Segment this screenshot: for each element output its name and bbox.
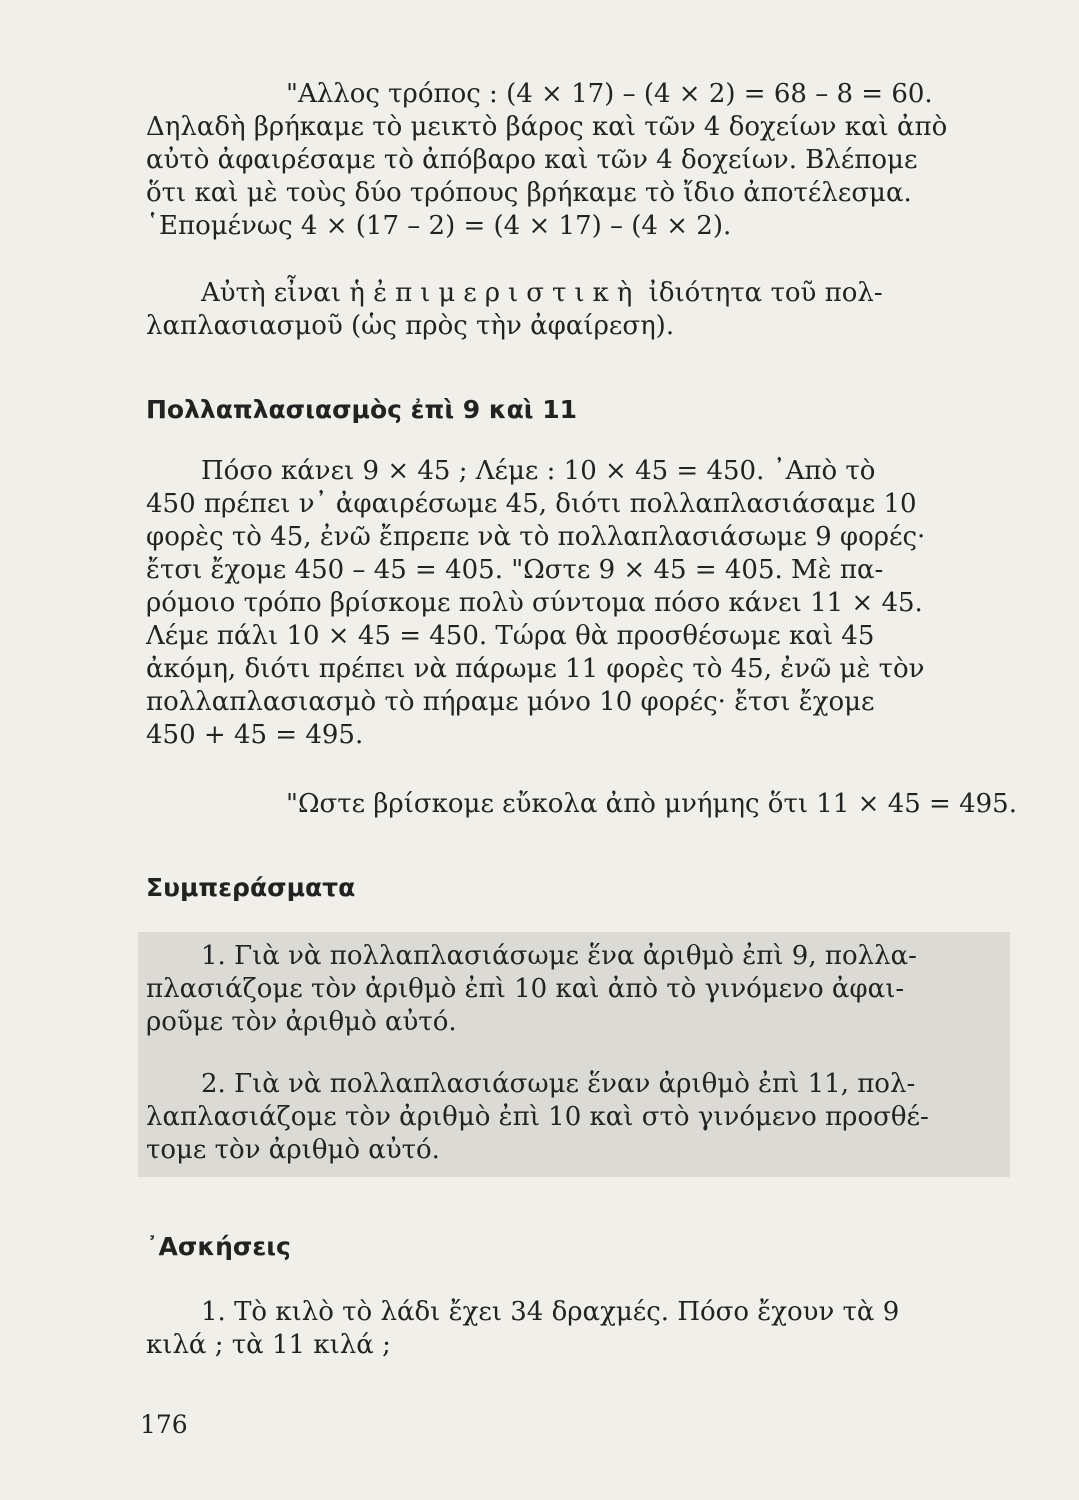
text-fragment: Αὐτὴ εἶναι ἡ	[201, 278, 374, 308]
text-line: λαπλασιάζομε τὸν ἀριθμὸ ἐπὶ 10 καὶ στὸ γινόμενο προσθέ-	[146, 1102, 929, 1132]
paragraph-distributive-property	[146, 277, 998, 343]
text-line: πλασιάζομε τὸν ἀριθμὸ ἐπὶ 10 καὶ ἀπὸ τὸ γινόμενο ἀφαι-	[146, 974, 905, 1004]
text-line: ροῦμε τὸν ἀριθμὸ αὐτό.	[146, 1007, 457, 1037]
paragraph-alternative-method	[146, 78, 998, 243]
text-line: Πόσο κάνει 9 × 45 ; Λέμε : 10 × 45 = 450. ᾿Απὸ τὸ	[201, 456, 876, 486]
emphasized-term: ἐπιμεριστικὴ	[373, 278, 641, 308]
text-line: ῾Επομένως 4 × (17 – 2) = (4 × 17) – (4 × 2).	[146, 211, 732, 241]
text-line: κιλά ; τὰ 11 κιλά ;	[146, 1330, 391, 1360]
text-line: ἀκόμη, διότι πρέπει νὰ πάρωμε 11 φορὲς τὸ 45, ἐνῶ μὲ τὸν	[146, 654, 925, 684]
text-line: "Αλλος τρόπος : (4 × 17) – (4 × 2) = 68 – 8 = 60.	[286, 79, 933, 109]
text-line: Δηλαδὴ βρήκαμε τὸ μεικτὸ βάρος καὶ τῶν 4 δοχείων καὶ ἀπὸ	[146, 112, 948, 142]
section-heading-exercises: ᾿Ασκήσεις	[146, 1232, 291, 1261]
exercise-item-1	[146, 1296, 998, 1362]
conclusion-item-1	[146, 940, 998, 1039]
text-line: ὅτι καὶ μὲ τοὺς δύο τρόπους βρήκαμε τὸ ἴδιο ἀποτέλεσμα.	[146, 178, 912, 208]
text-line: φορὲς τὸ 45, ἐνῶ ἔπρεπε νὰ τὸ πολλαπλασιάσωμε 9 φορές·	[146, 522, 926, 552]
text-line: 450 πρέπει ν᾿ ἀφαιρέσωμε 45, διότι πολλαπλασιάσαμε 10	[146, 489, 917, 519]
paragraph-memory-result	[146, 788, 1017, 821]
section-heading-multiplication: Πολλαπλασιασμὸς ἐπὶ 9 καὶ 11	[146, 395, 578, 424]
text-line: Λέμε πάλι 10 × 45 = 450. Τώρα θὰ προσθέσωμε καὶ 45	[146, 621, 875, 651]
text-line: ἔτσι ἔχομε 450 – 45 = 405. "Ωστε 9 × 45 = 405. Μὲ πα-	[146, 555, 884, 585]
paragraph-multiplication-example	[146, 455, 998, 752]
text-line: αὐτὸ ἀφαιρέσαμε τὸ ἀπόβαρο καὶ τῶν 4 δοχείων. Βλέπομε	[146, 145, 918, 175]
text-line: 1. Τὸ κιλὸ τὸ λάδι ἔχει 34 δραχμές. Πόσο ἔχουν τὰ 9	[201, 1297, 900, 1327]
text-line: τομε τὸν ἀριθμὸ αὐτό.	[146, 1135, 440, 1165]
text-line: 450 + 45 = 495.	[146, 720, 364, 750]
text-line: 2. Γιὰ νὰ πολλαπλασιάσωμε ἕναν ἀριθμὸ ἐπὶ 11, πολ-	[201, 1069, 916, 1099]
text-line: λαπλασιασμοῦ (ὡς πρὸς τὴν ἀφαίρεση).	[146, 311, 675, 341]
text-line: πολλαπλασιασμὸ τὸ πήραμε μόνο 10 φορές· ἔτσι ἔχομε	[146, 687, 875, 717]
conclusion-item-2	[146, 1068, 998, 1167]
text-line: ρόμοιο τρόπο βρίσκομε πολὺ σύντομα πόσο κάνει 11 × 45.	[146, 588, 923, 618]
section-heading-conclusions: Συμπεράσματα	[146, 873, 356, 902]
page-number: 176	[140, 1410, 188, 1439]
text-fragment: ἰδιότητα τοῦ πολ-	[640, 278, 883, 308]
text-line	[146, 277, 998, 310]
text-line: 1. Γιὰ νὰ πολλαπλασιάσωμε ἕνα ἀριθμὸ ἐπὶ 9, πολλα-	[201, 941, 917, 971]
text-line: "Ωστε βρίσκομε εὔκολα ἀπὸ μνήμης ὅτι 11 × 45 = 495.	[286, 789, 1017, 819]
